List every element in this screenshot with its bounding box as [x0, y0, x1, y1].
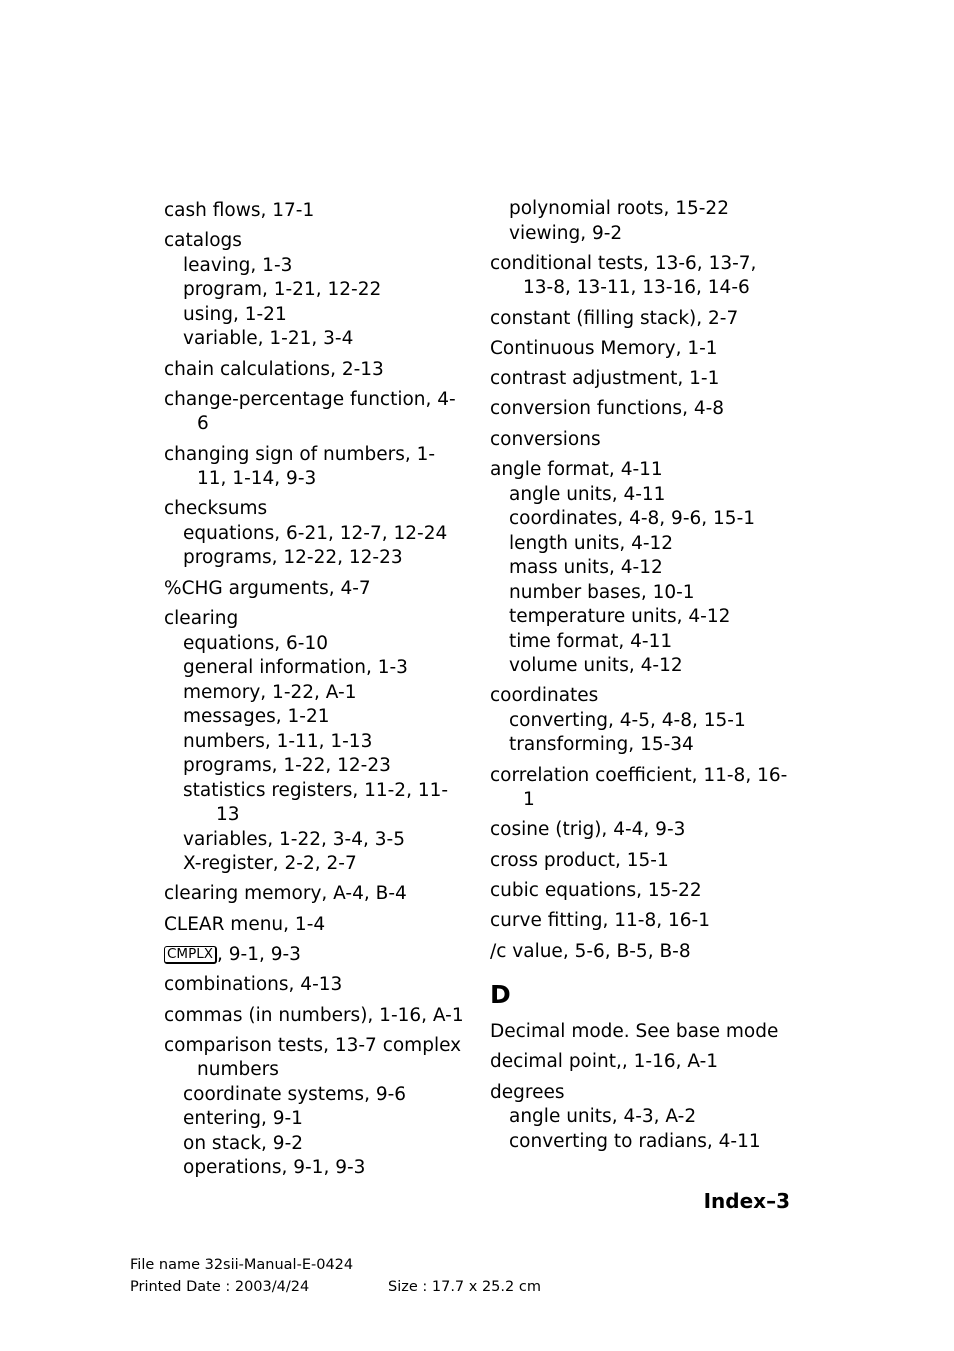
- index-entry: angle format, 4-11: [490, 459, 663, 481]
- index-subentry: angle units, 4-11: [509, 483, 666, 505]
- index-entry: [164, 943, 464, 968]
- index-subentry: programs, 1-22, 12-23: [183, 755, 391, 777]
- index-entry: conversions: [490, 428, 601, 450]
- index-entry: commas (in numbers), 1-16, A-1: [164, 1004, 464, 1026]
- index-column-right: [490, 197, 790, 1154]
- index-entry: cross product, 15-1: [490, 849, 669, 871]
- index-subentry: program, 1-21, 12-22: [183, 279, 382, 301]
- section-heading: D: [490, 980, 511, 1010]
- index-entry: decimal point,, 1-16, A-1: [490, 1051, 719, 1073]
- index-entry: conditional tests, 13-6, 13-7, 13-8, 13-11, 13-16, 14-6: [490, 252, 757, 299]
- index-subentry: polynomial roots, 15-22: [509, 198, 729, 219]
- index-subentry: variable, 1-21, 3-4: [183, 328, 354, 350]
- index-entry: clearing: [164, 608, 239, 630]
- index-subentry: temperature units, 4-12: [509, 606, 731, 628]
- index-entry: Continuous Memory, 1-1: [490, 337, 718, 359]
- index-column-left: [164, 199, 464, 1181]
- footer-printed-date: Printed Date : 2003/4/24: [130, 1279, 310, 1295]
- index-entry-text: , 9-1, 9-3: [216, 943, 301, 965]
- index-subentry: time format, 4-11: [509, 630, 673, 652]
- index-entry: clearing memory, A-4, B-4: [164, 883, 407, 905]
- index-entry: CLEAR menu, 1-4: [164, 913, 326, 935]
- index-subentry: length units, 4-12: [509, 532, 674, 554]
- index-subentry: viewing, 9-2: [509, 222, 623, 244]
- index-subentry: programs, 12-22, 12-23: [183, 547, 403, 569]
- index-entry: curve fitting, 11-8, 16-1: [490, 910, 710, 932]
- index-subentry: general information, 1-3: [183, 657, 408, 679]
- footer-filename: File name 32sii-Manual-E-0424: [130, 1257, 354, 1273]
- index-subentry: converting, 4-5, 4-8, 15-1: [509, 709, 746, 731]
- index-subentry: messages, 1-21: [183, 706, 330, 728]
- index-entry: comparison tests, 13-7 complex numbers: [164, 1034, 462, 1081]
- index-subentry: variables, 1-22, 3-4, 3-5: [183, 828, 405, 850]
- index-subentry: angle units, 4-3, A-2: [509, 1106, 697, 1128]
- index-entry: checksums: [164, 498, 268, 520]
- index-entry: chain calculations, 2-13: [164, 358, 384, 380]
- index-entry: cosine (trig), 4-4, 9-3: [490, 819, 686, 841]
- index-entry: change-percentage function, 4-6: [164, 388, 456, 435]
- index-entry: cubic equations, 15-22: [490, 880, 702, 902]
- index-subentry: mass units, 4-12: [509, 557, 663, 579]
- index-entry: coordinates: [490, 685, 599, 707]
- index-entry: conversion functions, 4-8: [490, 398, 725, 420]
- index-subentry: statistics registers, 11-2, 11-13: [183, 779, 449, 826]
- index-subentry: numbers, 1-11, 1-13: [183, 730, 373, 752]
- index-subentry: converting to radians, 4-11: [509, 1130, 761, 1152]
- index-entry: correlation coefficient, 11-8, 16-1: [490, 764, 788, 811]
- page-label: Index–3: [703, 1189, 790, 1213]
- footer-size: Size : 17.7 x 25.2 cm: [388, 1279, 541, 1295]
- index-entry: degrees: [490, 1081, 565, 1103]
- index-subentry: coordinate systems, 9-6: [183, 1083, 407, 1105]
- index-entry: cash flows, 17-1: [164, 200, 315, 221]
- index-entry: constant (filling stack), 2-7: [490, 307, 739, 329]
- index-subentry: equations, 6-10: [183, 632, 329, 654]
- index-subentry: using, 1-21: [183, 303, 287, 325]
- index-entry: /c value, 5-6, B-5, B-8: [490, 940, 691, 962]
- cmplx-key-icon: CMPLX: [164, 946, 217, 964]
- index-subentry: transforming, 15-34: [509, 734, 694, 756]
- index-entry: %CHG arguments, 4-7: [164, 577, 371, 599]
- index-entry: catalogs: [164, 230, 242, 252]
- index-subentry: X-register, 2-2, 2-7: [183, 853, 357, 875]
- index-subentry: number bases, 10-1: [509, 581, 695, 603]
- index-subentry: equations, 6-21, 12-7, 12-24: [183, 522, 448, 544]
- index-subentry: leaving, 1-3: [183, 254, 293, 276]
- index-subentry: memory, 1-22, A-1: [183, 681, 357, 703]
- index-subentry: on stack, 9-2: [183, 1132, 304, 1154]
- index-entry: changing sign of numbers, 1-11, 1-14, 9-3: [164, 443, 436, 490]
- index-subentry: entering, 9-1: [183, 1108, 303, 1130]
- index-subentry: volume units, 4-12: [509, 655, 683, 677]
- index-entry: contrast adjustment, 1-1: [490, 368, 720, 390]
- index-entry: Decimal mode. See base mode: [490, 1021, 779, 1043]
- index-subentry: operations, 9-1, 9-3: [183, 1157, 366, 1179]
- index-entry: combinations, 4-13: [164, 974, 343, 996]
- index-subentry: coordinates, 4-8, 9-6, 15-1: [509, 508, 756, 530]
